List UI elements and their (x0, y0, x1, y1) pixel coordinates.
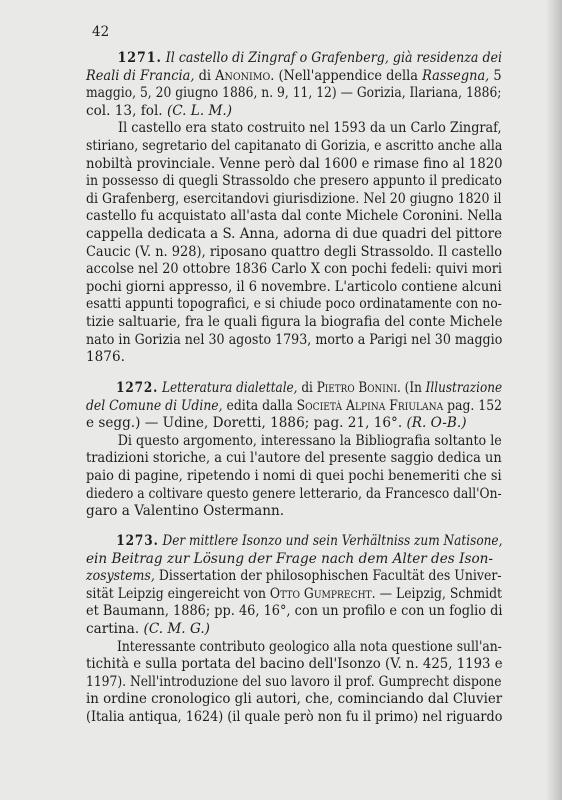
citation-text: Letteratura dialettale, (162, 380, 298, 396)
citation-text: ein Beitrag zur Lösung der Frage nach dem Alter des Ison- (86, 550, 493, 567)
citation-text: et Baumann, 1886; pp. 46, 16°, con un profilo e con un foglio di (86, 603, 503, 620)
entry-body-line: garo a Valentino Ostermann. (86, 503, 285, 520)
entry-body-line: 1197). Nell'introduzione del suo lavoro il prof. Gumprecht dispone (86, 673, 502, 690)
citation-text: . (In (396, 380, 426, 396)
entry-body-line: accolse nel 20 ottobre 1836 Carlo X con pochi fedeli: quivi mori (86, 261, 503, 278)
entry-body-line: in ordine cronologico gli autori, che, cominciando dal Cluvier (86, 691, 503, 708)
entry-body-line: Il castello era stato costruito nel 1593 da un Carlo Zingraf, (118, 120, 502, 137)
citation-text: . — Leipzig, Schmidt (371, 585, 503, 602)
bibliography-entry (86, 50, 502, 367)
citation-text: cartina. (86, 620, 144, 637)
bibliography-entry (86, 533, 502, 727)
entry-body-line: tizie saltuarie, fra le quali figura la biografia del conte Michele (86, 313, 503, 330)
entry-body-line: di Grafenberg, esercitandovi giurisdizione. Nel 20 giugno 1820 il (86, 190, 502, 207)
entry-number: 1272. (116, 380, 159, 396)
citation-text: sität Leipzig eingereicht von (86, 585, 270, 602)
citation-text: maggio, 5, 20 giugno 1886, n. 9, 11, 12) — Gorizia, Ilariana, 1886; (86, 85, 502, 102)
entry-body-line: (Italia antiqua, 1624) (il quale però non fu il primo) nel riguardo (86, 708, 503, 725)
entry-citation-line (86, 621, 502, 639)
entry-heading-line (86, 50, 503, 68)
entry-citation-line (86, 415, 502, 433)
entry-body-line: Interessante contributo geologico alla nota questione sull'an- (116, 638, 502, 655)
citation-text: (C. L. M.) (166, 102, 233, 119)
citation-text: Pietro Bonini (316, 380, 397, 396)
citation-text: col. 13, fol. (86, 102, 167, 119)
entry-body-line: nobiltà provinciale. Venne però dal 1600 e rimase fino al 1820 (86, 155, 503, 172)
page-number: 42 (92, 24, 110, 40)
citation-text: pag. 152 (443, 397, 502, 414)
entry-body-line: nato in Gorizia nel 30 agosto 1793, morto a Parigi nel 30 maggio (86, 331, 503, 348)
entry-citation-line (86, 85, 502, 103)
entry-heading-line (86, 533, 503, 551)
entry-citation-line (86, 603, 503, 621)
citation-text: edita dalla (222, 397, 297, 414)
entry-body-line: 1876. (86, 349, 125, 366)
citation-text: di (297, 380, 317, 396)
entry-body-line: cappella dedicata a S. Anna, adorna di due quadri del pittore (86, 225, 503, 242)
citation-text: e segg.) — Udine, Doretti, 1886; pag. 21, 16°. (86, 415, 407, 432)
entry-number: 1273. (116, 533, 159, 549)
citation-text: Illustrazione (425, 380, 503, 396)
citation-text: Anonimo (215, 67, 271, 84)
entry-body-line: paio di pagine, ripetendo i nomi di quei pochi benemeriti che si (86, 467, 502, 484)
entry-body-line: tradizioni storiche, a cui l'autore del presente saggio dedica un (86, 450, 502, 467)
entry-number: 1271. (117, 50, 162, 66)
entry-body-line: stiriano, segretario del capitanato di Gorizia, e ascritto anche alla (86, 137, 503, 154)
citation-text: di (194, 67, 216, 84)
bibliography-entry (86, 380, 502, 521)
entry-body-line: diedero a coltivare questo genere letterario, da Francesco dall'On- (86, 485, 502, 502)
citation-text: Rassegna, (422, 67, 490, 84)
entry-citation-line (86, 67, 502, 86)
citation-text: 5 (489, 67, 502, 84)
entry-body-line: pochi giorni appresso, il 6 novembre. L'articolo contiene alcuni (86, 278, 502, 295)
entry-body-line: tichità e sulla portata del bacino dell'Isonzo (V. n. 425, 1193 e (86, 656, 503, 673)
citation-text: del Comune di Udine, (86, 397, 223, 414)
entry-citation-line (86, 103, 502, 121)
page-edge-shadow (546, 0, 562, 800)
entry-body-line: castello fu acquistato all'asta dal conte Michele Coronini. Nella (86, 208, 503, 225)
entry-citation-line (86, 585, 503, 604)
citation-text: . (Nell'appendice della (270, 67, 423, 84)
citation-text: zosystems, (86, 568, 155, 585)
entry-citation-line (86, 551, 502, 569)
entry-body-line: in possesso di quegli Strassoldo che presero appunto il predicato (86, 173, 502, 190)
citation-text: (C. M. G.) (143, 620, 210, 637)
entry-body-line: esatti appunti topografici, e si chiude poco ordinatamente con no- (86, 296, 502, 313)
citation-text: Otto Gumprecht (269, 585, 372, 602)
citation-text: (R. O-B.) (406, 415, 467, 432)
citation-text: Il castello di Zingraf o Grafenberg, già residenza dei (165, 50, 503, 66)
entry-body-line: Caucic (V. n. 928), riposano quattro degli Strassoldo. Il castello (86, 243, 503, 260)
citation-text: Der mittlere Isonzo und sein Verhältniss zum Natisone, (162, 533, 503, 549)
entry-body-line: Di questo argomento, interessano la Bibliografia soltanto le (117, 432, 502, 449)
citation-text: Dissertation der philosophischen Facultät des Univer- (154, 568, 502, 585)
entry-citation-line (86, 568, 502, 586)
entry-heading-line (86, 380, 503, 398)
entry-citation-line (86, 397, 502, 416)
citation-text: Reali di Francia, (86, 67, 195, 84)
citation-text: Società Alpina Friulana (296, 397, 444, 414)
